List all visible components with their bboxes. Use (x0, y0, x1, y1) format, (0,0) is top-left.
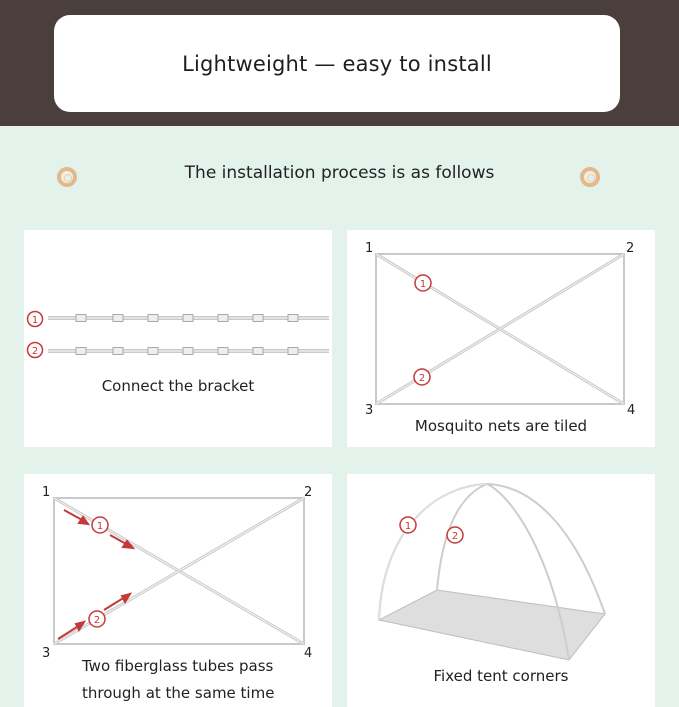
step-panel-tiled (347, 230, 655, 447)
step-caption: Fixed tent corners (433, 667, 569, 685)
bracket-illustration (24, 230, 332, 447)
header-band (0, 0, 679, 126)
step-caption: Connect the bracket (101, 377, 255, 395)
corner-4-label: 4 (627, 403, 636, 418)
marker-2-icon (89, 611, 105, 627)
step-caption: Mosquito nets are tiled (414, 417, 588, 435)
step-panel-fixed (347, 474, 655, 707)
step-panel-tubes (24, 474, 332, 707)
net-tiled-illustration (347, 230, 655, 447)
marker-2-icon (28, 343, 43, 358)
step-caption-line1: Two fiberglass tubes pass (82, 657, 274, 675)
marker-1-icon (92, 517, 108, 533)
title-card (54, 15, 620, 112)
subtitle: The installation process is as follows (184, 163, 495, 183)
step-panel-connect (24, 230, 332, 447)
corner-3-label: 3 (42, 646, 51, 661)
corner-1-label: 1 (42, 485, 51, 500)
corner-2-label: 2 (304, 485, 313, 500)
corner-1-label: 1 (365, 241, 374, 256)
marker-1-icon (415, 275, 431, 291)
corner-3-label: 3 (365, 403, 374, 418)
svg-text:2: 2 (31, 346, 39, 357)
marker-2-icon (447, 527, 463, 543)
marker-2-icon (414, 369, 430, 385)
svg-text:1: 1 (31, 315, 39, 326)
svg-text:2: 2 (451, 531, 459, 542)
corner-4-label: 4 (304, 646, 313, 661)
svg-text:1: 1 (404, 521, 412, 532)
ring-right-icon (580, 167, 600, 187)
marker-1-icon (400, 517, 416, 533)
svg-text:1: 1 (96, 521, 104, 532)
svg-text:2: 2 (418, 373, 426, 384)
page-title: Lightweight — easy to install (182, 51, 492, 76)
step-caption-line2: through at the same time (82, 684, 275, 702)
svg-text:2: 2 (93, 615, 101, 626)
svg-text:1: 1 (419, 279, 427, 290)
marker-1-icon (28, 312, 43, 327)
corner-2-label: 2 (626, 241, 635, 256)
